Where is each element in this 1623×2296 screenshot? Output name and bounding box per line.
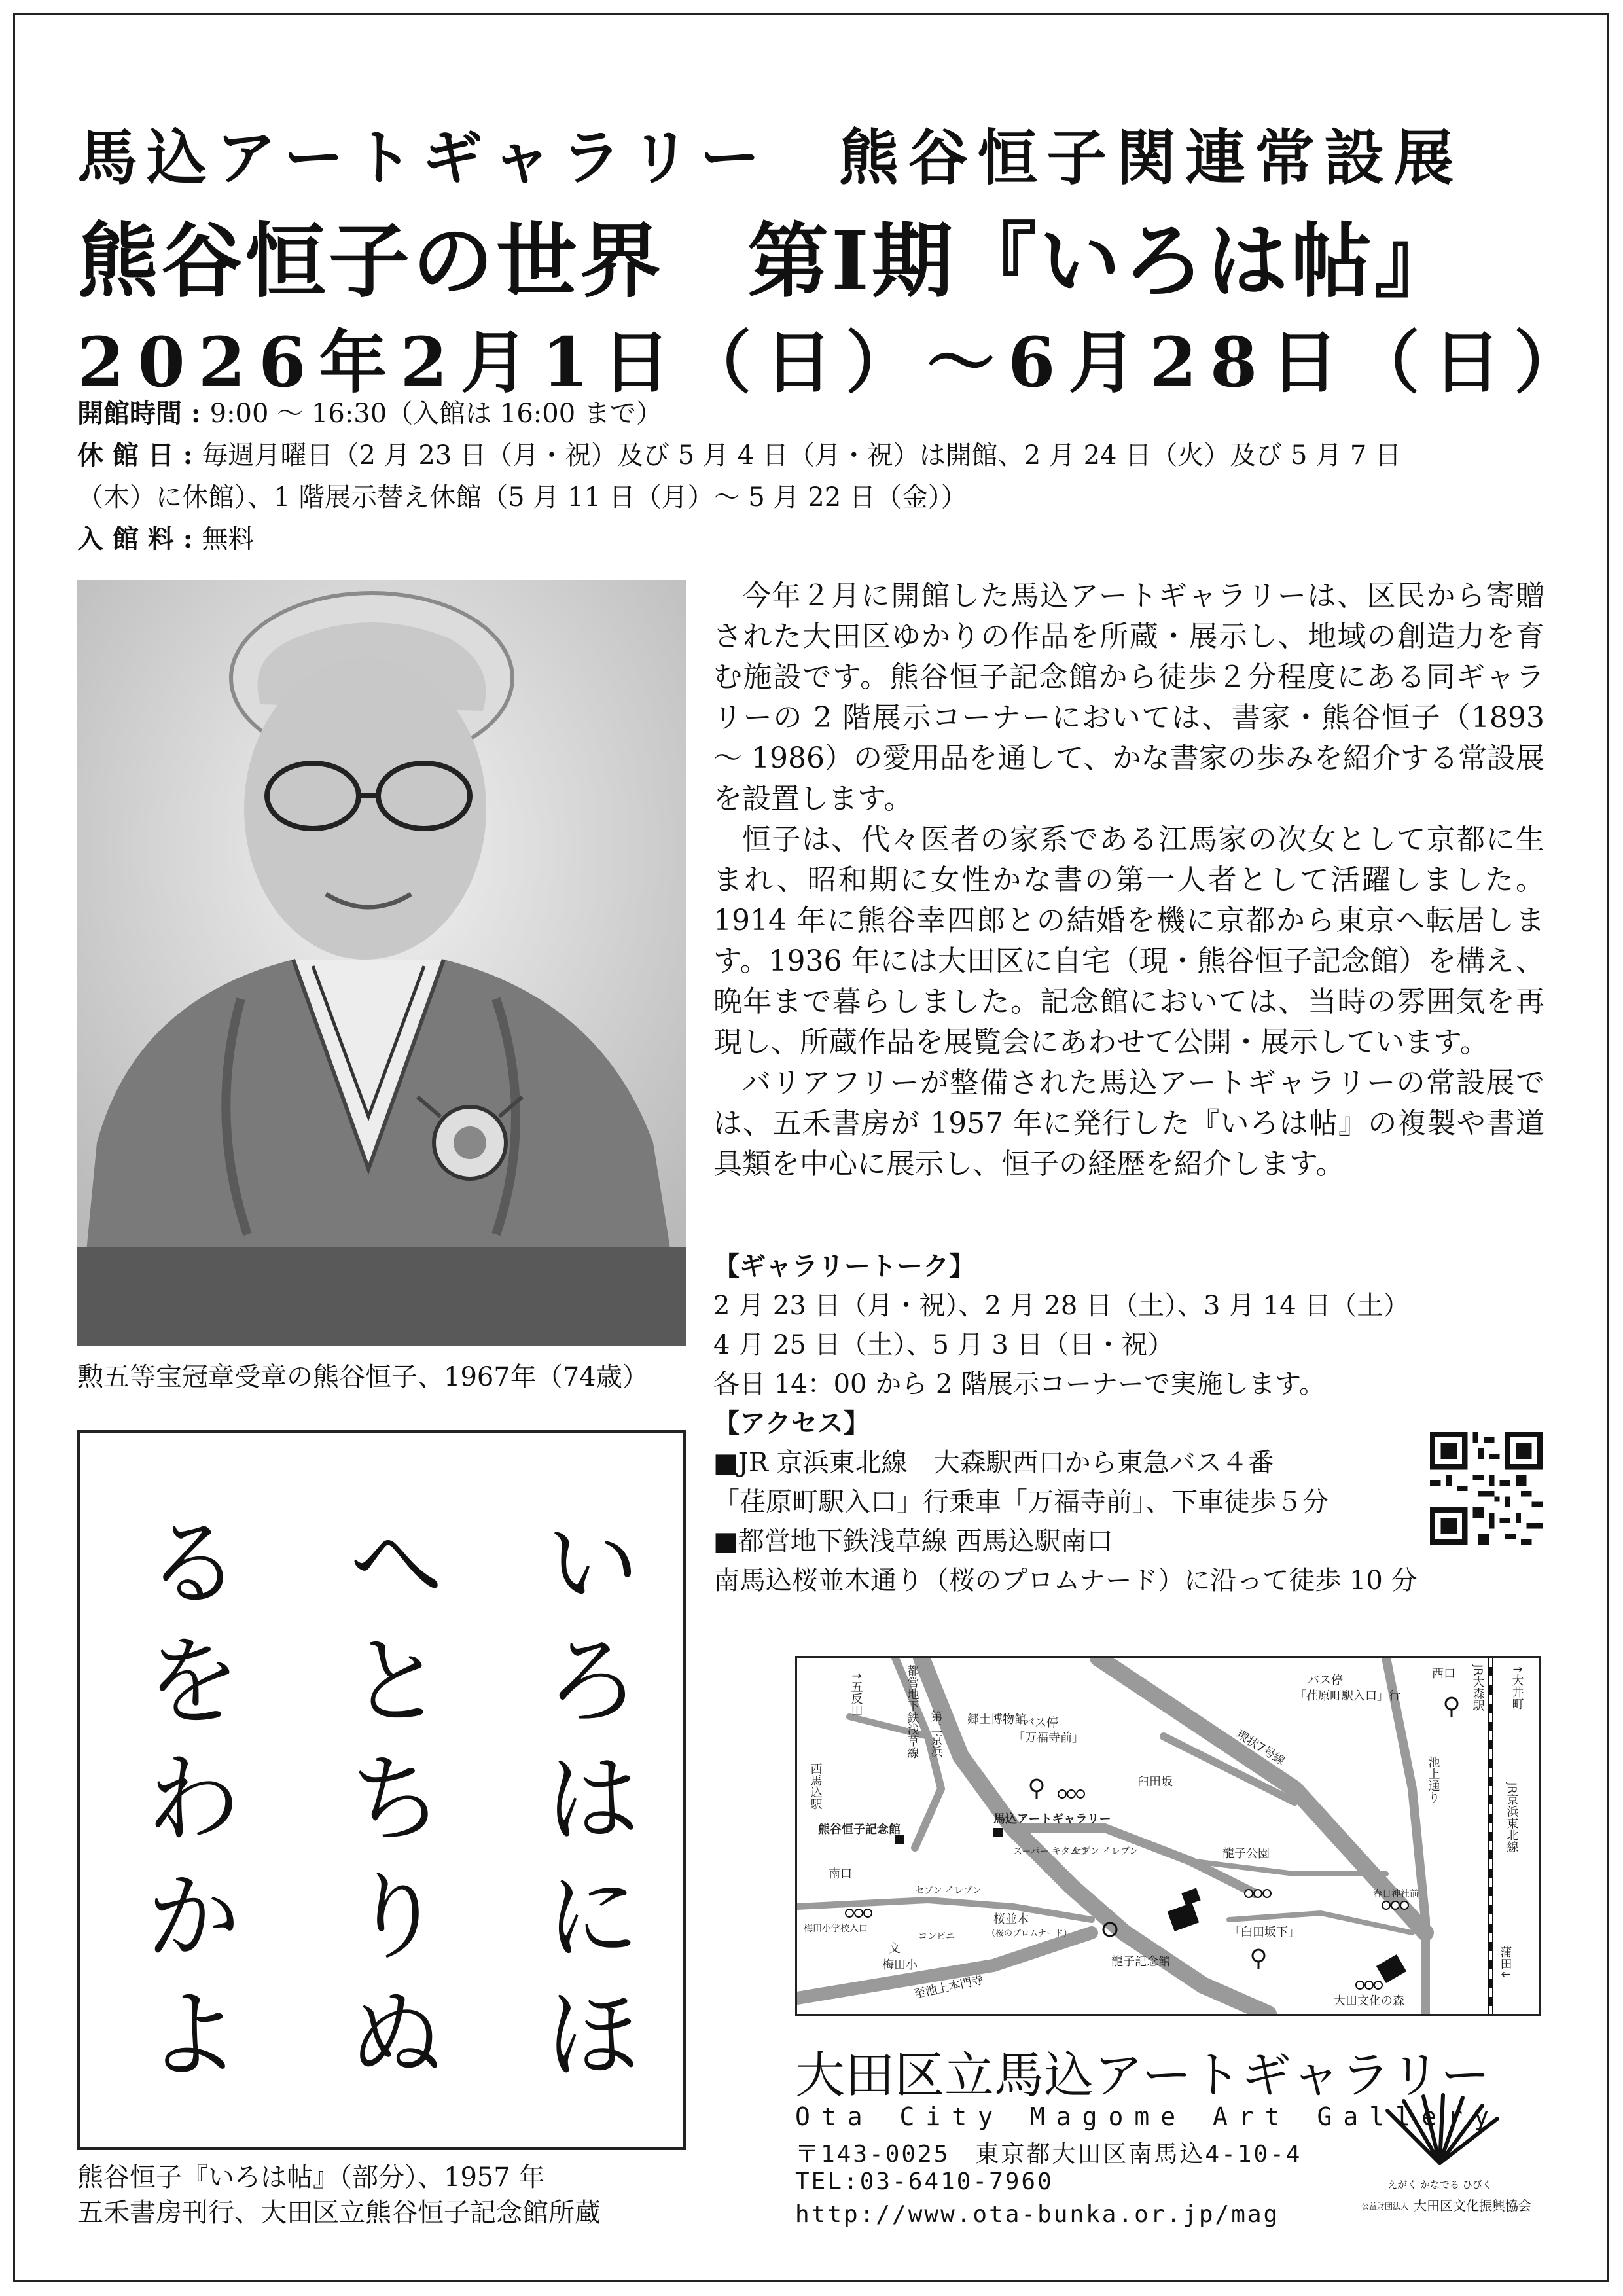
map-label-kasuga: 春日神社前 [1373,1889,1419,1899]
map-label-route2: 第二京浜 [929,1710,943,1757]
portrait-caption: 勲五等宝冠章受章の熊谷恒子、1967年（74歳） [77,1362,649,1392]
access-route-1b: 「荏原町駅入口」行乗車「万福寺前」、下車徒歩５分 [713,1487,1329,1517]
logo-tagline: えがく かなでる ひびく [1387,2179,1492,2191]
exhibition-description [713,576,1544,1185]
hours-value: 9:00 ～ 16:30（入館は 16:00 まで） [209,399,662,429]
fee-label: 入 館 料 [77,524,174,554]
map-label-jr-keihin: JR京浜東北線 [1505,1782,1519,1853]
logo-org: 大田区文化振興協会 [1414,2198,1531,2214]
map-label-kamata: 蒲田↓ [1498,1946,1512,1980]
exhibition-title: 熊谷恒子の世界 第Ⅰ期『いろは帖』 [77,214,1459,309]
map-label-super: スーパー キタムラ [1013,1846,1088,1857]
hours-label: 開館時間 [77,398,182,429]
map-label-sakura-1: 桜並木 [993,1912,1029,1926]
map-label-bunka-mori: 大田文化の森 [1334,1994,1404,2008]
closed-value-2: （木）に休館）、1 階展示替え休館（5 月 11 日（月）～ 5 月 22 日（金）） [77,482,967,512]
calligraphy-column-2: へとちりぬ [330,1511,444,2100]
calligraphy-caption-line-2: 五禾書房刊行、大田区立熊谷恒子記念館所蔵 [77,2198,601,2228]
map-label-konbini: コンビニ [918,1931,955,1942]
events-access [713,1247,1544,1600]
map-label-jr-omori: JR大森駅 [1471,1664,1485,1712]
map-label-bus-manpukuji-2: 「万福寺前」 [1013,1731,1084,1745]
map-label-seven-2: セブン イレブン [915,1886,982,1896]
map-label-kyodo: 郷土博物館 [967,1713,1026,1727]
map-label-ryushi-park: 龍子公園 [1222,1847,1270,1861]
visitor-info: 開館時間 : 9:00 ～ 16:30（入館は 16:00 まで） 休 館 日 : 毎週月曜日（2 月 23 日（月・祝）及び 5 月 4 日（月・祝）は開館、2 月 24 日（火）及び 5 月 7 日 （木）に休館）、1 階展示替え休館（5 月 11 日（月）～ 5 月 22 日（金）） 入 館 料 : 無料 [77,398,1401,554]
access-heading: 【アクセス】 [713,1408,870,1439]
calligraphy-column-3: るをわかよ [128,1511,241,2100]
calligraphy-caption-line-1: 熊谷恒子『いろは帖』（部分）、1957 年 [77,2162,545,2193]
access-route-2b: 南馬込桜並木通り（桜のプロムナード）に沿って徒歩 10 分 [713,1566,1418,1596]
portrait-photo [77,580,686,1346]
map-label-seven-1: セブン イレブン [1072,1846,1139,1857]
gallery-talk-dates-1: 2 月 23 日（月・祝）、2 月 28 日（土）、3 月 14 日（土） [713,1291,1410,1321]
closed-value-1: 毎週月曜日（2 月 23 日（月・祝）及び 5 月 4 日（月・祝）は開館、2 月 24 日（火）及び 5 月 7 日 [202,440,1401,471]
map-label-bun: 文 [889,1942,901,1956]
map-label-gotanda: ↑五反田 [849,1671,863,1717]
gallery-address: 〒143-0025 東京都大田区南馬込4-10-4 [795,2141,1302,2168]
map-label-bus-ebara-1: バス停 [1308,1674,1343,1687]
map-label-bus-ebara-2: 「荏原町駅入口」行 [1294,1689,1400,1703]
closed-label: 休 館 日 [77,440,174,471]
gallery-url[interactable]: http://www.ota-bunka.or.jp/mag [795,2201,1280,2228]
qr-code[interactable] [1430,1432,1543,1545]
calligraphy-caption [77,2160,601,2231]
map-label-ikegami-dori: 池上通り [1426,1756,1440,1803]
map-label-kannana: 環状7号線 [1234,1727,1288,1768]
access-route-1a: ■JR 京浜東北線 大森駅西口から東急バス４番 [713,1448,1274,1478]
gallery-talk-heading: 【ギャラリートーク】 [713,1251,975,1282]
map-label-bus-manpukuji-1: バス停 [1023,1716,1058,1730]
map-label-usuda: 臼田坂 [1137,1775,1173,1789]
gallery-talk-dates-2: 4 月 25 日（土）、5 月 3 日（日・祝） [713,1330,1174,1360]
fee-value: 無料 [202,524,255,554]
map-label-gallery: 馬込アートギャラリー [993,1812,1111,1826]
map-label-oimachi: ↑大井町 [1510,1664,1524,1710]
iroha-calligraphy [77,1430,686,2150]
map-label-ryushi-memorial: 龍子記念館 [1111,1955,1170,1969]
map-label-subway: 都営地下鉄浅草線 [905,1664,919,1759]
gallery-phone: TEL:03-6410-7960 [795,2168,1054,2195]
gallery-name-english: Ota City Magome Art Gallery [795,2102,1500,2131]
map-label-nishiguchi: 西口 [1432,1667,1455,1681]
exhibition-series-title: 馬込アートギャラリー 熊谷恒子関連常設展 [77,122,1463,193]
calligraphy-column-1: いろはにほ [527,1511,641,2100]
map-label-minamiguchi: 南口 [829,1867,852,1881]
map-label-memorial-hall: 熊谷恒子記念館 [818,1823,901,1837]
map-label-umedasho: 梅田小 [882,1958,918,1972]
access-map [795,1656,1541,2016]
gallery-talk-note: 各日 14：00 から 2 階展示コーナーで実施します。 [713,1369,1325,1399]
gallery-name: 大田区立馬込アートギャラリー [795,2046,1490,2104]
bunka-foundation-logo [1348,2091,1531,2229]
logo-org-small: 公益財団法人 [1361,2202,1409,2211]
description-paragraph-2: 恒子は、代々医者の家系である江馬家の次女として京都に生まれ、昭和期に女性かな書の第一人者として活躍しました。1914 年に熊谷幸四郎との結婚を機に京都から東京へ転居します。1936 年には大田区に自宅（現・熊谷恒子記念館）を構え、晩年まで暮らしました。記念館においては、当時の雰囲気を再現し、所蔵作品を展覧会にあわせて公開・展示しています。 [713,823,1544,1059]
map-label-sakura-2: （桜のプロムナード） [987,1929,1072,1939]
map-label-nishimagome: 西馬込駅 [808,1763,823,1810]
map-label-umeda-school: 梅田小学校入口 [804,1924,868,1934]
exhibition-dates: 2026年2月1日（日）～6月28日（日） [77,322,1596,403]
description-paragraph-3: バリアフリーが整備された馬込アートギャラリーの常設展では、五禾書房が 1957 年に発行した『いろは帖』の複製や書道具類を中心に展示し、恒子の経歴を紹介します。 [713,1066,1544,1181]
map-label-ikegami-honmonji: 至池上本門寺 [912,1973,985,2001]
map-label-usudazakashita: 「臼田坂下」 [1229,1926,1300,1939]
access-route-2a: ■都営地下鉄浅草線 西馬込駅南口 [713,1526,1113,1556]
description-paragraph-1: 今年２月に開館した馬込アートギャラリーは、区民から寄贈された大田区ゆかりの作品を所蔵・展示し、地域の創造力を育む施設です。熊谷恒子記念館から徒歩２分程度にある同ギャラリーの 2 階展示コーナーにおいては、書家・熊谷恒子（1893 ～ 1986）の愛用品を通して、かな書家の歩みを紹介する常設展を設置します。 [713,579,1544,816]
